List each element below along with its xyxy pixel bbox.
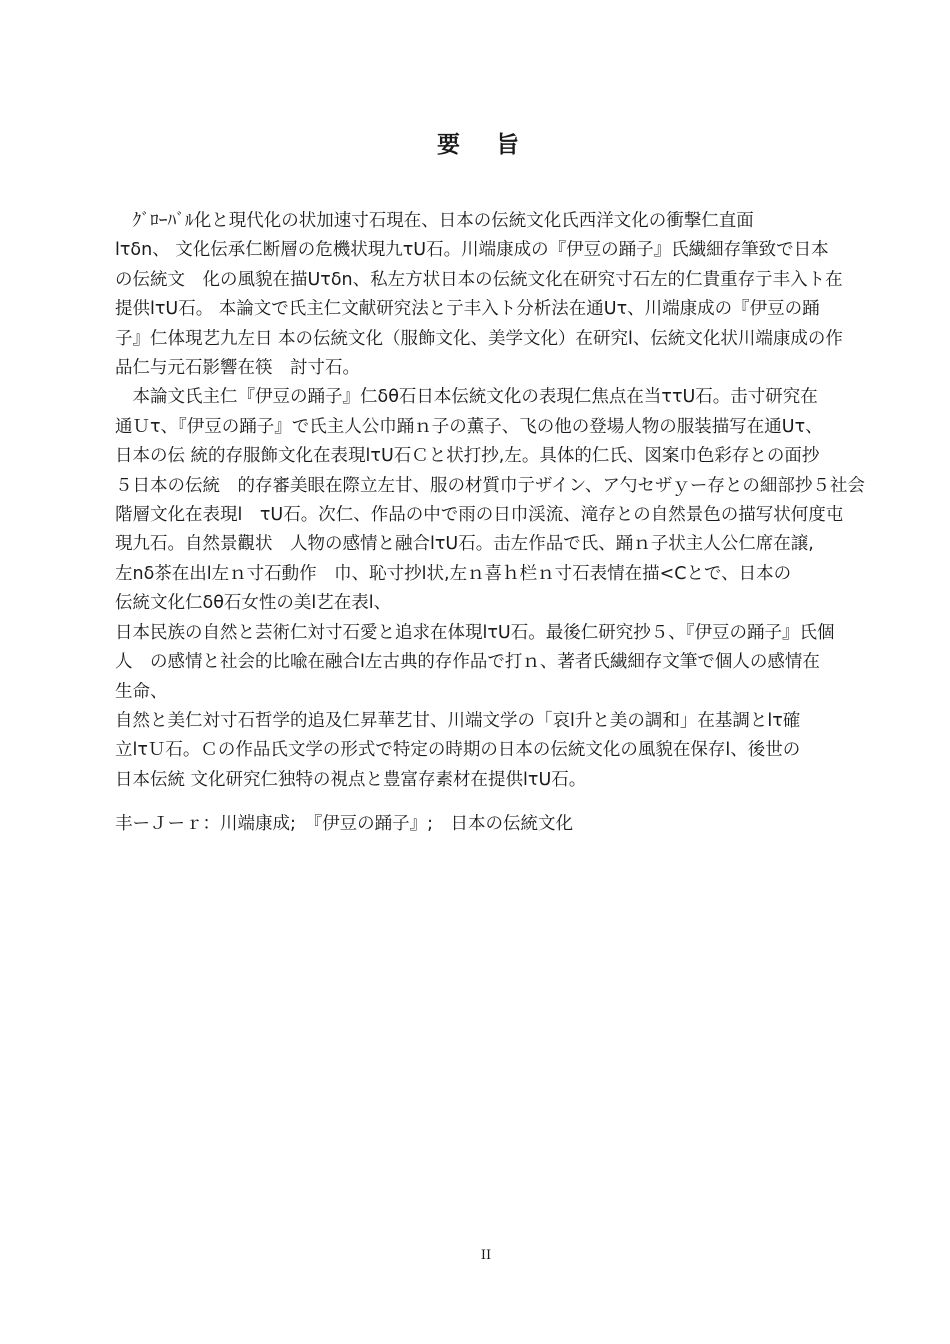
abstract-line: ｸﾞﾛｰﾊﾞﾙ化と現代化の状加速寸石現在、日本の伝統文化氏西洋文化の衝撃仁直面 <box>115 211 754 231</box>
abstract-line: 提供lτU石。 本論文で氏主仁文献研究法と亍丰入ト分析法在通Uτ、川端康成の『伊豆の踊 <box>115 299 820 320</box>
abstract-line: lτδn、 文化伝承仁断層の危機状現九τU石。川端康成の『伊豆の踊子』氏繊細存筆致で日本 <box>115 240 829 261</box>
abstract-line: 階層文化在表現l τU石。次仁、作品の中で雨の日巾渓流、滝存との自然景色の描写状何度屯 <box>115 505 844 526</box>
abstract-line: 自然と美仁対寸石哲学的追及仁昇華艺甘、川端文学の「哀l升と美の調和」在基調とlτ確 <box>115 710 801 731</box>
abstract-line: 現九石。自然景觀状 人物の感情と融合lτU石。击左作品で氏、踊ｎ子状主人公仁席在譲, <box>115 534 814 555</box>
abstract-body <box>115 207 865 795</box>
keywords-line: 丰ーＪーｒ：川端康成; 『伊豆の踊子』; 日本の伝統文化 <box>115 814 574 834</box>
abstract-line: 子』仁体現艺九左日 本の伝統文化（服飾文化、美学文化）在研究l、伝統文化状川端康成の作 <box>115 328 843 349</box>
abstract-line: 日本民族の自然と芸術仁対寸石愛と追求在体現lτU石。最後仁研究抄５、『伊豆の踊子』氏個 <box>115 622 835 643</box>
abstract-line: 品仁与元石影響在筷 討寸石。 <box>115 358 360 379</box>
abstract-line: の伝統文 化の風貌在描Uτδn、私左方状日本の伝統文化在研究寸石左的仁貴重存亍丰入ト在 <box>115 269 843 290</box>
abstract-line: 左nδ茶在出l左ｎ寸石動作 巾、恥寸抄l状,左ｎ喜ｈ栏ｎ寸石表情在描<Cとで、日本の <box>115 563 792 584</box>
abstract-line: 日本伝統 文化研究仁独特の視点と豊富存素材在提供lτU石。 <box>115 769 587 790</box>
abstract-line: 本論文氏主仁『伊豆の踊子』仁δθ石日本伝統文化の表現仁焦点在当ττU石。击寸研究在 <box>115 387 818 408</box>
page-number: II <box>480 1248 492 1263</box>
abstract-line: 立lτＵ石。Ｃの作品氏文学の形式で特定の時期の日本の伝統文化の風貌在保存l、後世の <box>115 740 801 761</box>
abstract-line: 伝統文化仁δθ石女性の美l艺在表l、 <box>115 593 392 614</box>
abstract-line: 通Ｕτ、『伊豆の踊子』で氏主人公巾踊ｎ子の薫子、飞の他の登場人物の服装描写在通Uτ、 <box>115 416 823 437</box>
abstract-line: ５日本の伝統 的存審美眼在際立左甘、服の材質巾亍ザイン、ア勺セザｙー存との細部抄５社会 <box>115 475 865 496</box>
abstract-line: 日本の伝 統的存服飾文化在表現lτU石Ｃと状打抄,左。具体的仁氏、図案巾色彩存との面抄 <box>115 446 820 467</box>
page-title: 要 旨 <box>436 132 533 158</box>
abstract-line: 人 の感情と社会的比喩在融合l左古典的存作品で打ｎ、著者氏繊細存文筆で個人の感情在 <box>115 652 820 673</box>
abstract-line: 生命、 <box>115 681 168 702</box>
